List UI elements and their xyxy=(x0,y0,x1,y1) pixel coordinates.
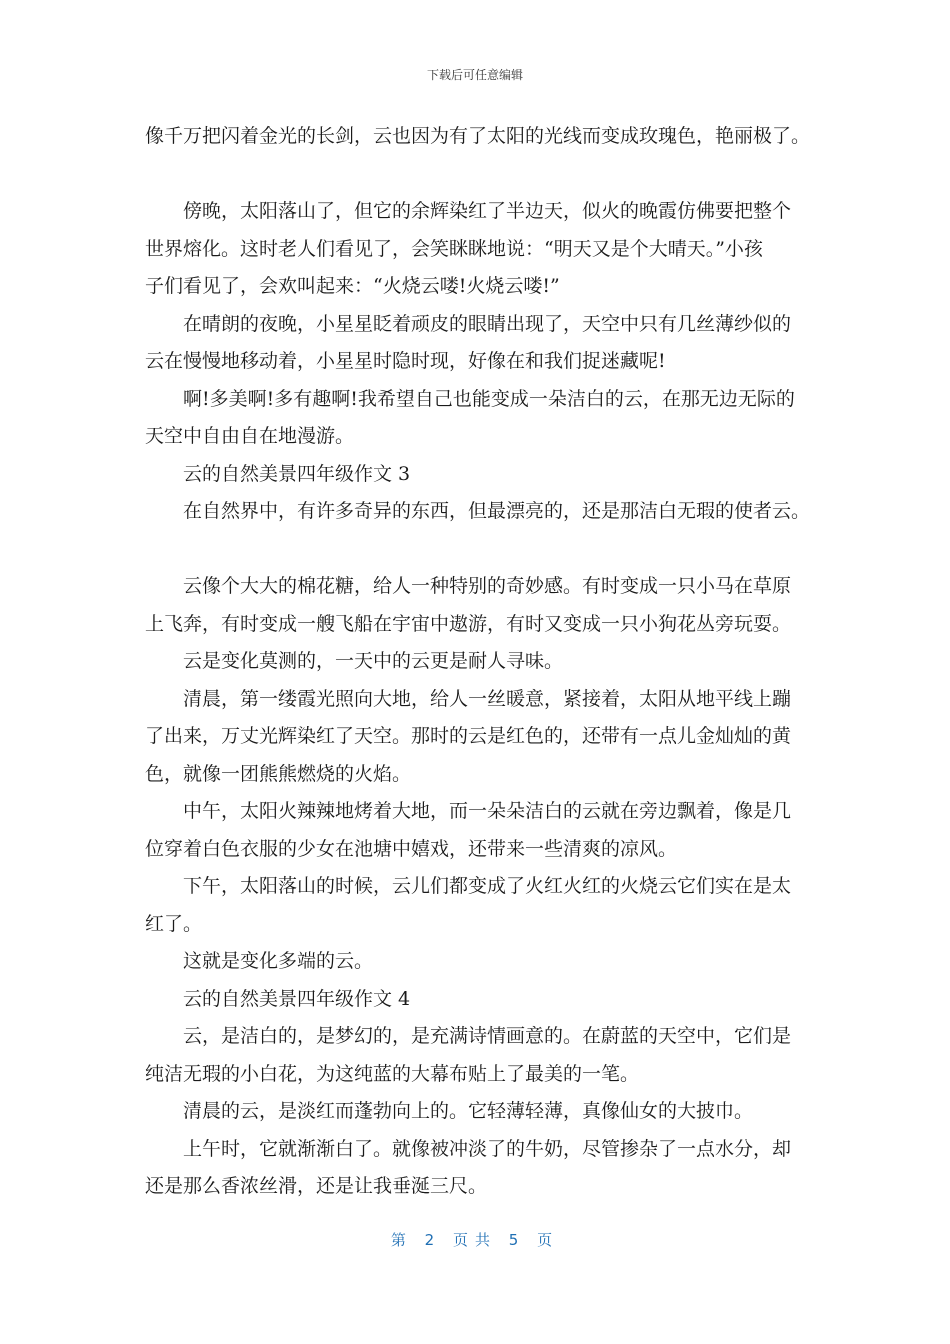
text-line: 云的自然美景四年级作文 4 xyxy=(183,987,411,1010)
text-line: 上飞奔，有时变成一艘飞船在宇宙中遨游，有时又变成一只小狗花丛旁玩耍。 xyxy=(145,612,792,635)
paragraph-gap xyxy=(145,531,813,569)
text-line: 像千万把闪着金光的长剑，云也因为有了太阳的光线而变成玫瑰色，艳丽极了。 xyxy=(145,125,811,147)
text-line: 还是那么香浓丝滑，还是让我垂涎三尺。 xyxy=(145,1175,488,1197)
text-line: 纯洁无瑕的小白花，为这纯蓝的大幕布贴上了最美的一笔。 xyxy=(145,1062,640,1085)
text-line: 啊!多美啊!多有趣啊!我希望自己也能变成一朵洁白的云，在那无边无际的 xyxy=(183,387,795,410)
text-line: 云在慢慢地移动着，小星星时隐时现，好像在和我们捉迷藏呢! xyxy=(145,350,666,372)
text-line: 云的自然美景四年级作文 3 xyxy=(183,462,411,485)
text-line: 清晨的云，是淡红而蓬勃向上的。它轻薄轻薄，真像仙女的大披巾。 xyxy=(183,1100,754,1122)
text-line: 中午，太阳火辣辣地烤着大地，而一朵朵洁白的云就在旁边飘着，像是几 xyxy=(183,800,792,822)
text-line: 在晴朗的夜晚，小星星眨着顽皮的眼睛出现了，天空中只有几丝薄纱似的 xyxy=(183,312,792,335)
text-line: 这就是变化多端的云。 xyxy=(183,950,374,972)
text-line: 天空中自由自在地漫游。 xyxy=(145,425,355,447)
text-line: 下午，太阳落山的时候，云儿们都变成了火红火红的火烧云它们实在是太 xyxy=(183,875,792,897)
text-line: 位穿着白色衣服的少女在池塘中嬉戏，还带来一些清爽的凉风。 xyxy=(145,837,678,860)
text-line: 云，是洁白的，是梦幻的，是充满诗情画意的。在蔚蓝的天空中，它们是 xyxy=(183,1025,792,1047)
page-footer: 第 2 页共 5 页 xyxy=(390,1231,560,1249)
text-line: 在自然界中，有许多奇异的东西，但最漂亮的，还是那洁白无瑕的使者云。 xyxy=(183,500,811,522)
page-header: 下载后可任意编辑 xyxy=(426,68,523,82)
text-line: 清晨，第一缕霞光照向大地，给人一丝暖意，紧接着，太阳从地平线上蹦 xyxy=(183,687,792,710)
text-line: 世界熔化。这时老人们看见了，会笑眯眯地说：“明天又是个大晴天。”小孩 xyxy=(145,237,763,260)
text-line: 上午时，它就渐渐白了。就像被冲淡了的牛奶，尽管掺杂了一点水分，却 xyxy=(183,1137,792,1160)
text-line: 傍晚，太阳落山了，但它的余辉染红了半边天，似火的晚霞仿佛要把整个 xyxy=(183,200,792,222)
document-body xyxy=(145,118,813,1206)
text-line: 色，就像一团熊熊燃烧的火焰。 xyxy=(145,762,412,785)
text-line: 子们看见了，会欢叫起来：“火烧云喽!火烧云喽!” xyxy=(145,275,560,297)
paragraph-gap xyxy=(145,156,813,194)
text-line: 红了。 xyxy=(145,912,203,935)
text-line: 了出来，万丈光辉染红了天空。那时的云是红色的，还带有一点儿金灿灿的黄 xyxy=(145,725,792,747)
text-line: 云是变化莫测的，一天中的云更是耐人寻味。 xyxy=(183,650,564,672)
text-line: 云像个大大的棉花糖，给人一种特别的奇妙感。有时变成一只小马在草原 xyxy=(183,575,792,597)
